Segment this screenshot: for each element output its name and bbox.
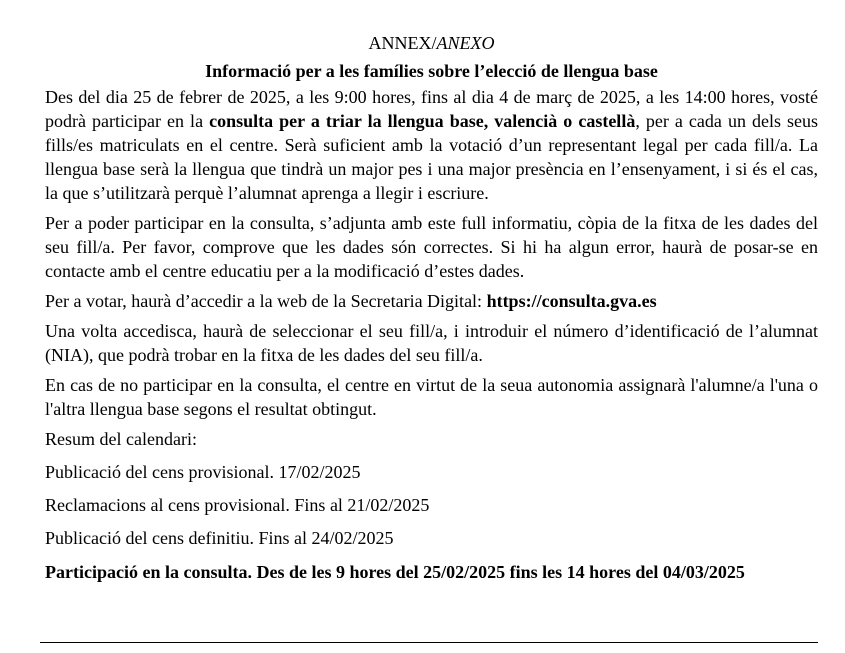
- calendar-final-item: Participació en la consulta. Des de les 9 hores del 25/02/2025 fins les 14 hores del 04/03/2025: [45, 562, 745, 582]
- paragraph-no-participation: En cas de no participar en la consulta, el centre en virtut de la seua autonomia assignarà l'alumne/a l'una o l'altra llengua base segons el resultat obtingut.: [45, 375, 818, 419]
- paragraph-consultation-dates: [45, 85, 818, 205]
- annex-header: [45, 0, 818, 54]
- calendar-item: Publicació del cens provisional. 17/02/2025: [45, 462, 361, 482]
- paragraph1-text-end: , per a cada un dels seus fills/es matriculats en el centre. Serà suficient amb la votació d’un representant legal per cada fill/a. La llengua base serà la llengua que tindrà un major pes i una major presència en l’ensenyament, i si és el cas, la que s’utilitzarà perquè l’alumnat aprenga a llegir i escriure.: [45, 111, 819, 203]
- paragraph1-text-start: Des del dia 25 de febrer de 2025, a les 9:00 hores, fins al dia 4 de març de 2025, a les 14:00 hores, vosté podrà participar en la: [45, 87, 818, 131]
- document-title: Informació per a les famílies sobre l’elecció de llengua base: [205, 61, 658, 81]
- paragraph-vote-access: [45, 289, 818, 313]
- calendar-item: Reclamacions al cens provisional. Fins al 21/02/2025: [45, 495, 430, 515]
- calendar-heading: Resum del calendari:: [45, 429, 197, 449]
- bottom-divider: [40, 642, 818, 643]
- annex-label: ANNEX/: [368, 33, 437, 53]
- calendar-item: Publicació del cens definitiu. Fins al 24/02/2025: [45, 528, 394, 548]
- paragraph-participation: Per a poder participar en la consulta, s’adjunta amb este full informatiu, còpia de la fitxa de les dades del seu fill/a. Per favor, comprove que les dades són correctes. Si hi ha algun error, haurà de posar-se en contacte amb el centre educatiu per a la modificació d’estes dades.: [45, 213, 818, 281]
- paragraph1-bold: consulta per a triar la llengua base, valencià o castellà: [209, 111, 636, 131]
- paragraph-nia: Una volta accedisca, haurà de seleccionar el seu fill/a, i introduir el número d’identificació de l’alumnat (NIA), que podrà trobar en la fitxa de les dades del seu fill/a.: [45, 321, 818, 365]
- consultation-link[interactable]: https://consulta.gva.es: [486, 291, 657, 311]
- paragraph3-text: Per a votar, haurà d’accedir a la web de la Secretaria Digital:: [45, 291, 487, 311]
- anexo-label: ANEXO: [436, 33, 495, 53]
